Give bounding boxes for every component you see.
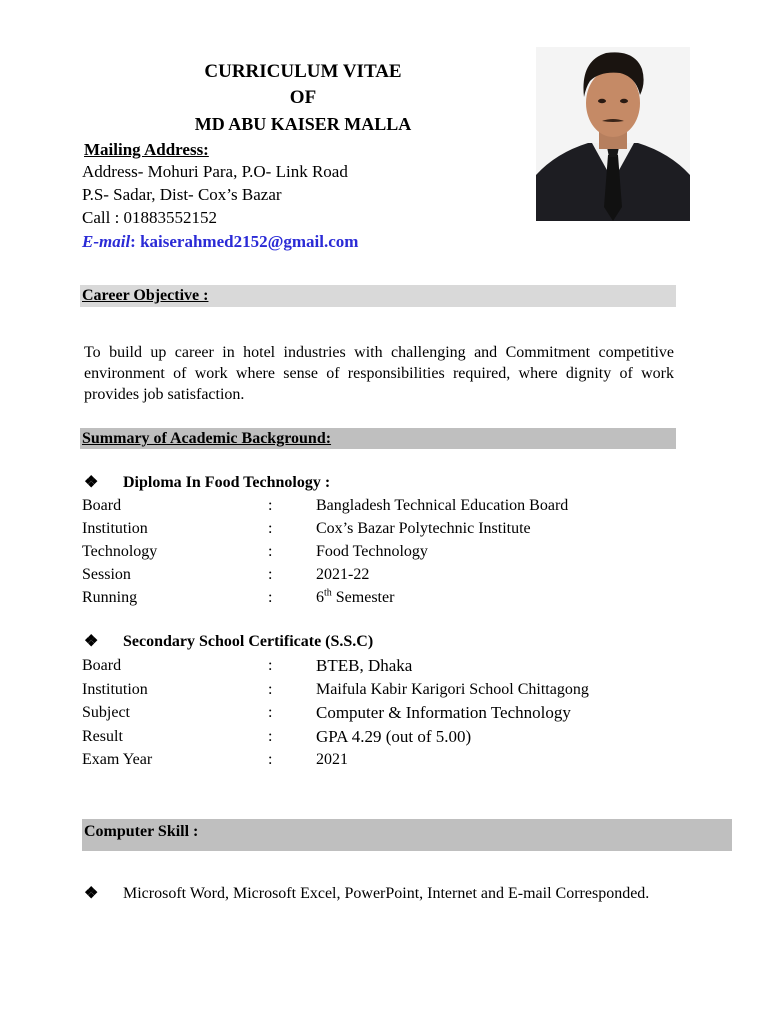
- bullet-diamond-icon: ❖: [84, 474, 99, 491]
- row-separator: :: [268, 681, 273, 698]
- career-objective-band: [80, 285, 676, 307]
- cv-title-of: OF: [289, 87, 317, 108]
- career-objective-text: To build up career in hotel industries with challenging and Commitment competitive environment of work where sense of responsibilities required, where dignity of work provides job satisfaction.: [84, 344, 674, 403]
- ssc-heading: [84, 632, 373, 652]
- row-value: GPA 4.29 (out of 5.00): [316, 727, 472, 746]
- row-value: Bangladesh Technical Education Board: [316, 497, 569, 514]
- row-value: Food Technology: [316, 543, 428, 560]
- ssc-title: Secondary School Certificate (S.S.C): [123, 633, 374, 650]
- row-separator: :: [268, 497, 273, 514]
- row-key: Session: [82, 566, 131, 583]
- career-objective-heading: Career Objective :: [82, 287, 209, 304]
- row-key: Result: [82, 728, 123, 745]
- row-value: Computer & Information Technology: [316, 703, 571, 722]
- row-separator: :: [268, 728, 273, 745]
- email-label: E-mail: [82, 232, 131, 251]
- row-value: Cox’s Bazar Polytechnic Institute: [316, 520, 531, 537]
- diploma-title: Diploma In Food Technology :: [123, 474, 331, 491]
- academic-background-band: [80, 428, 676, 449]
- row-separator: :: [268, 520, 273, 537]
- email-line: [82, 231, 358, 253]
- email-address[interactable]: : kaiserahmed2152@gmail.com: [130, 232, 359, 251]
- row-separator: :: [268, 704, 273, 721]
- row-separator: :: [268, 589, 273, 606]
- bullet-diamond-icon: ❖: [84, 885, 99, 902]
- profile-photo: [536, 47, 690, 221]
- row-separator: :: [268, 543, 273, 560]
- row-key: Institution: [82, 681, 148, 698]
- row-value: [316, 587, 394, 609]
- row-key: Running: [82, 589, 138, 606]
- cv-title: CURRICULUM VITAE: [204, 61, 402, 82]
- bullet-diamond-icon: ❖: [84, 633, 99, 650]
- computer-skill-band: [82, 819, 732, 851]
- semester-label: Semester: [331, 589, 395, 606]
- diploma-heading: [84, 473, 330, 493]
- row-separator: :: [268, 751, 273, 768]
- semester-suffix: th: [324, 587, 332, 599]
- academic-background-heading: Summary of Academic Background:: [82, 430, 332, 447]
- row-key: Exam Year: [82, 751, 153, 768]
- row-key: Institution: [82, 520, 148, 537]
- computer-skill-heading: Computer Skill :: [84, 823, 199, 840]
- semester-number: 6: [316, 589, 324, 606]
- address-line-1: Address- Mohuri Para, P.O- Link Road: [82, 162, 348, 181]
- row-separator: :: [268, 657, 273, 674]
- computer-skill-text: Microsoft Word, Microsoft Excel, PowerPoint, Internet and E-mail Corresponded.: [123, 885, 650, 902]
- row-separator: :: [268, 566, 273, 583]
- phone-number: Call : 01883552152: [82, 208, 218, 227]
- row-value: 2021: [316, 751, 348, 768]
- address-line-2: P.S- Sadar, Dist- Cox’s Bazar: [82, 185, 282, 204]
- mailing-address-heading: Mailing Address:: [84, 140, 209, 159]
- row-key: Board: [82, 657, 122, 674]
- row-key: Subject: [82, 704, 130, 721]
- candidate-name: MD ABU KAISER MALLA: [194, 114, 412, 134]
- row-value: 2021-22: [316, 566, 370, 583]
- row-key: Technology: [82, 543, 158, 560]
- row-key: Board: [82, 497, 122, 514]
- row-value: Maifula Kabir Karigori School Chittagong: [316, 681, 589, 698]
- row-value: BTEB, Dhaka: [316, 656, 413, 675]
